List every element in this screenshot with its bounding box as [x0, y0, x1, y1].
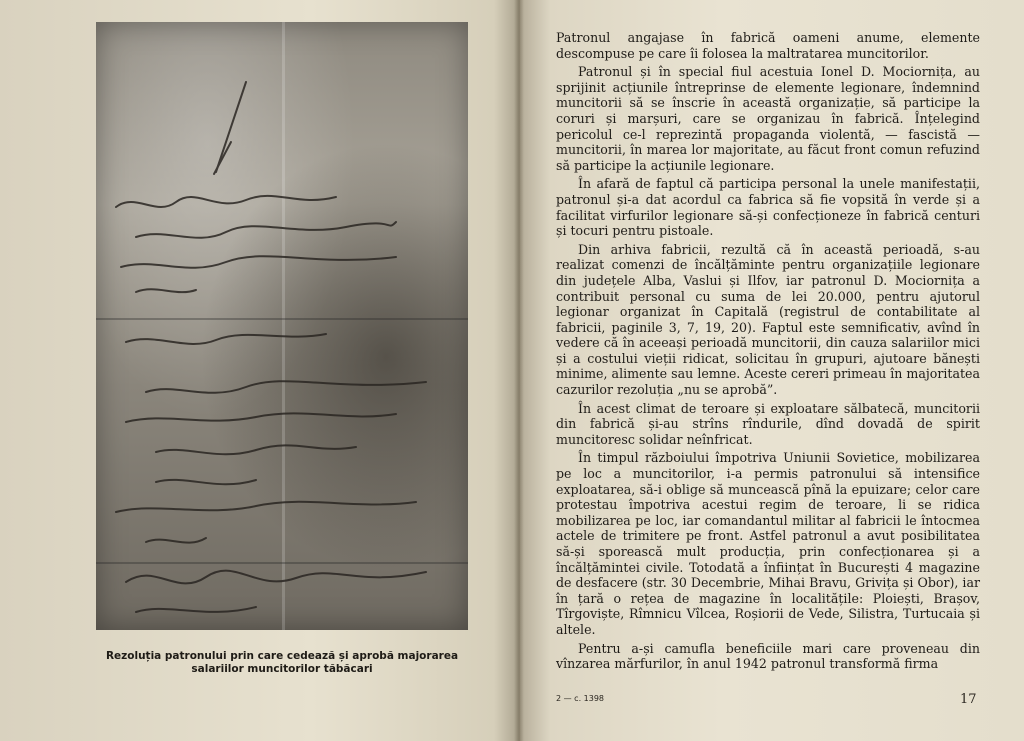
body-text	[556, 30, 980, 675]
paragraph: În acest climat de teroare și exploatare sălbatecă, muncitorii din fabrică și-au strîns rîndurile, dînd dovadă de spirit muncitoresc solidar neînfricat.	[556, 400, 980, 447]
paragraph: Patronul și în special fiul acestuia Ionel D. Mociornița, au sprijinit acțiunile întreprinse de elemente legionare, îndemnind muncitorii să se înscrie în această organizație, să participe la coruri și marșuri, care se organizau în fabrică. Înțelegind pericolul ce-l reprezintă propaganda violentă, — fascistă — muncitorii, în marea lor majoritate, au făcut front comun refuzind să participe la acțiunile legionare.	[556, 64, 980, 173]
paragraph: În afară de faptul că participa personal la unele manifestații, patronul și-a dat acordul ca fabrica să fie vopsită în verde și a facilitat virfurilor legionare să-și confecționeze în fabrică centuri și tocuri pentru pistoale.	[556, 176, 980, 239]
page-number: 17	[960, 692, 977, 707]
book-gutter	[514, 0, 524, 741]
paragraph: În timpul războiului împotriva Uniunii Sovietice, mobilizarea pe loc a muncitorilor, i-a permis patronului să intensifice exploatarea, să-i oblige să muncească pînă la epuizare; celor care protestau împotriva acestui regim de teroare, li se ridica mobilizarea pe loc, iar comandantul militar al fabricii le întocmea actele de trimitere pe front. Astfel patronul a avut posibilitatea să-și sporească mult producția, prin confecționarea și a încălțămintei civile. Totodată a înființat în București 4 magazine de desfacere (str. 30 Decembrie, Mihai Bravu, Grivița și Obor), iar în țară o rețea de magazine în localitățile: Ploiești, Brașov, Tîrgoviște, Rîmnicu Vîlcea, Roșiorii de Vede, Silistra, Turtucaia și altele.	[556, 450, 980, 637]
photo-caption	[96, 650, 468, 676]
handwritten-document-photo	[96, 22, 468, 630]
paragraph: Din arhiva fabricii, rezultă că în această perioadă, s-au realizat comenzi de încălțăminte pentru organizațiile legionare din județele Alba, Vaslui și Ilfov, iar patronul D. Mociornița a contribuit personal cu suma de lei 20.000, pentru ajutorul legionar organizat în Capitală (registrul de contabilitate al fabricii, paginile 3, 7, 19, 20). Faptul este semnificativ, avînd în vedere că în aceeași perioadă muncitorii, din cauza salariilor mici și a costului vieții ridicat, solicitau în grupuri, ajutoare bănești minime, alimente sau lemne. Aceste cereri primeau în majoritatea cazurilor rezoluția „nu se aprobă”.	[556, 241, 980, 398]
paragraph: Patronul angajase în fabrică oameni anume, elemente descompuse pe care îi folosea la maltratarea muncitorilor.	[556, 30, 980, 61]
caption-line: Rezoluția patronului prin care cedează și aprobă majorarea	[105, 650, 459, 662]
signature-mark: 2 — c. 1398	[556, 694, 605, 703]
handwriting-strokes	[96, 22, 468, 630]
paragraph: Pentru a-și camufla beneficiile mari care proveneau din vînzarea mărfurilor, în anul 1942 patronul transformă firma	[556, 640, 980, 672]
caption-line: salariilor muncitorilor tăbăcari	[191, 663, 373, 675]
